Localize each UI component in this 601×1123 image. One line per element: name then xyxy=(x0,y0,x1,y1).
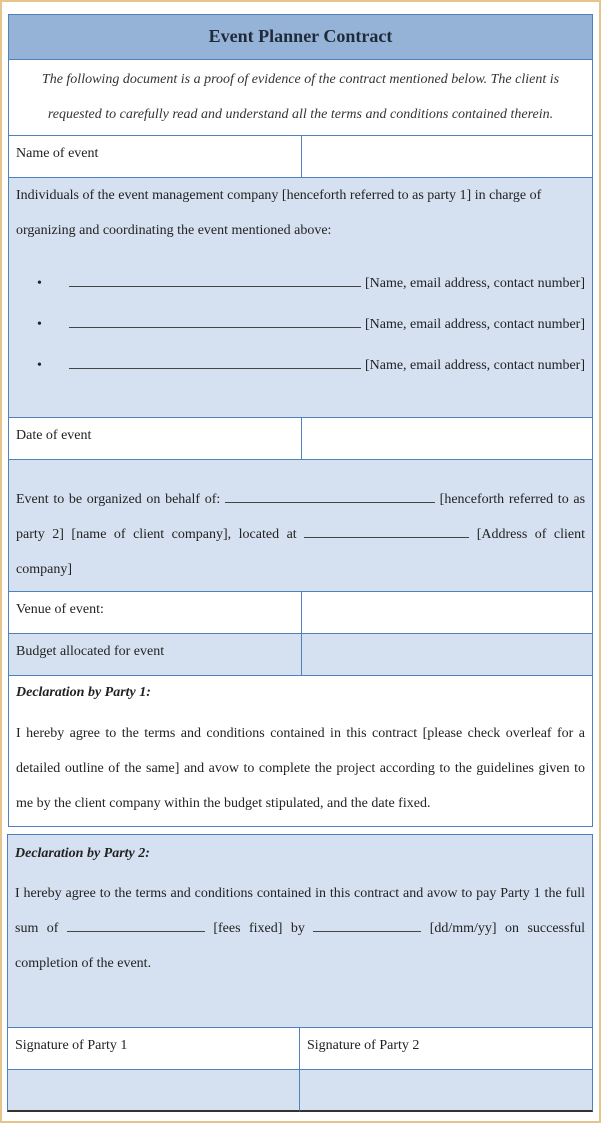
signature1-label: Signature of Party 1 xyxy=(15,1038,128,1053)
list-item: • [Name, email address, contact number] xyxy=(37,345,585,386)
venue-label: Venue of event: xyxy=(16,602,104,617)
venue-label-cell xyxy=(8,591,302,634)
signature2-label: Signature of Party 2 xyxy=(307,1038,420,1053)
individuals-list xyxy=(37,263,585,386)
declaration2-text: I hereby agree to the terms and conditions contained in this contract and avow to pay Party 1 the full sum of [fees fixed] by [dd/mm/yy] on successful completion of the event. xyxy=(15,886,585,971)
list-item: • [Name, email address, contact number] xyxy=(37,263,585,304)
blank-line[interactable] xyxy=(69,274,361,287)
signature2-field[interactable] xyxy=(299,1069,593,1112)
declaration1-heading: Declaration by Party 1: xyxy=(16,685,151,700)
location-blank[interactable] xyxy=(304,525,469,538)
name-of-event-label: Name of event xyxy=(16,146,99,161)
intro-section xyxy=(8,59,593,136)
declaration-party1-section xyxy=(8,675,593,827)
budget-label: Budget allocated for event xyxy=(16,644,165,659)
signature2-label-cell xyxy=(299,1027,593,1070)
name-of-event-field[interactable] xyxy=(301,135,593,178)
individuals-section xyxy=(8,177,593,418)
name-of-event-label-cell xyxy=(8,135,302,178)
venue-field[interactable] xyxy=(301,591,593,634)
signature1-label-cell xyxy=(7,1027,300,1070)
page-title: Event Planner Contract xyxy=(208,26,393,46)
budget-field[interactable] xyxy=(301,633,593,676)
declaration-party2-section xyxy=(7,834,593,1028)
signature1-field[interactable] xyxy=(7,1069,300,1112)
date-of-event-label: Date of event xyxy=(16,428,92,443)
budget-label-cell xyxy=(8,633,302,676)
intro-text: The following document is a proof of evidence of the contract mentioned below. The client is requested to carefully read and understand all the terms and conditions contained therein. xyxy=(41,72,560,122)
individuals-text: Individuals of the event management company [henceforth referred to as party 1] in charge of organizing and coordinating the event mentioned above: xyxy=(16,188,542,238)
behalf-section xyxy=(8,459,593,592)
declaration2-heading: Declaration by Party 2: xyxy=(15,846,150,861)
title-bar xyxy=(8,14,593,60)
declaration1-text: I hereby agree to the terms and conditions contained in this contract [please check overleaf for a detailed outline of the same] and avow to complete the project according to the guidelines given to me by the client company within the budget stipulated, and the date fixed. xyxy=(16,726,585,811)
behalf-text: Event to be organized on behalf of: [henceforth referred to as party 2] [name of client company], located at [Address of client company] xyxy=(16,492,586,577)
blank-line[interactable] xyxy=(69,356,361,369)
date-of-event-label-cell xyxy=(8,417,302,460)
date-blank[interactable] xyxy=(313,919,421,932)
date-of-event-field[interactable] xyxy=(301,417,593,460)
blank-line[interactable] xyxy=(69,315,361,328)
client-name-blank[interactable] xyxy=(225,490,435,503)
fees-blank[interactable] xyxy=(67,919,205,932)
list-item: • [Name, email address, contact number] xyxy=(37,304,585,345)
